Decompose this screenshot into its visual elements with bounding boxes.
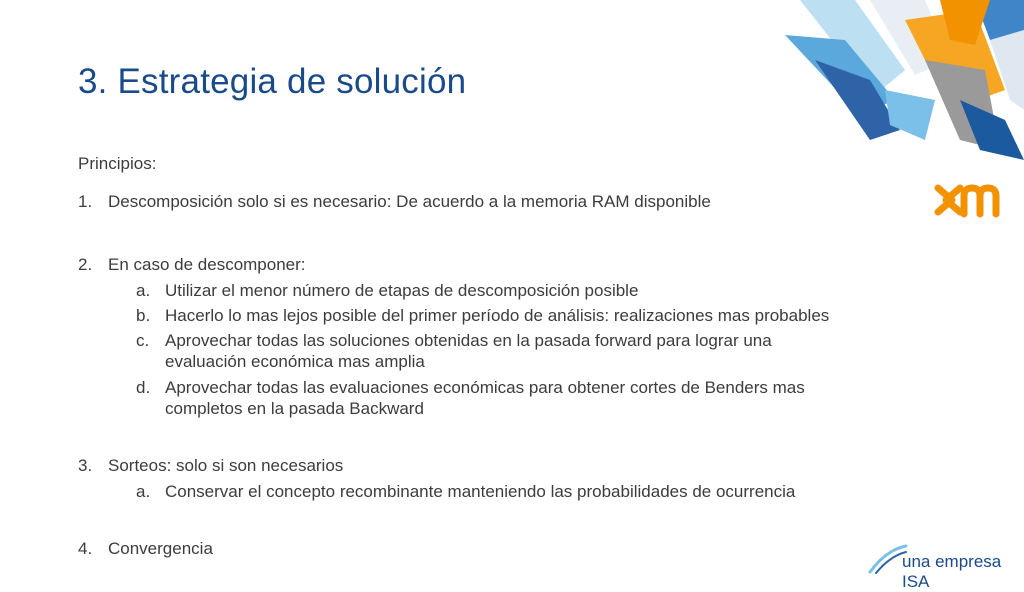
list-item (78, 191, 938, 212)
xm-logo (934, 176, 1002, 224)
list-item (78, 254, 938, 275)
slide-title: 3. Estrategia de solución (78, 62, 467, 101)
list-text: Convergencia (108, 539, 213, 558)
sub-text-block (165, 330, 772, 372)
sub-item (78, 280, 938, 301)
sub-text: Aprovechar todas las evaluaciones económicas para obtener cortes de Benders mas (165, 378, 805, 397)
sub-letter: b. (136, 306, 151, 325)
sub-text: Aprovechar todas las soluciones obtenidas en la pasada forward para lograr una (165, 331, 772, 350)
sub-text: Hacerlo lo mas lejos posible del primer período de análisis: realizaciones mas probables (165, 306, 830, 325)
sub-text-continued: completos en la pasada Backward (165, 399, 424, 418)
sub-item (78, 330, 938, 372)
sub-letter: c. (136, 331, 150, 350)
list-item (78, 455, 938, 476)
sub-letter: d. (136, 378, 151, 397)
sub-text: Conservar el concepto recombinante manteniendo las probabilidades de ocurrencia (165, 482, 796, 501)
sub-item (78, 377, 938, 419)
list-item (78, 538, 938, 559)
sub-text: Utilizar el menor número de etapas de descomposición posible (165, 281, 639, 300)
sub-text-continued: evaluación económica mas amplia (165, 352, 425, 371)
sub-letter: a. (136, 281, 151, 300)
list-number: 3. (78, 456, 93, 475)
footer-tagline: una empresa ISA (902, 552, 1002, 591)
sub-letter: a. (136, 482, 151, 501)
corner-decoration (775, 0, 1024, 160)
list-text: Descomposición solo si es necesario: De acuerdo a la memoria RAM disponible (108, 192, 711, 211)
sub-item (78, 481, 938, 502)
list-text: En caso de descomponer: (108, 255, 306, 274)
list-number: 4. (78, 539, 93, 558)
list-text: Sorteos: solo si son necesarios (108, 456, 344, 475)
sub-text-block (165, 377, 805, 419)
slide-body (78, 150, 938, 559)
list-number: 2. (78, 255, 93, 274)
sub-item (78, 305, 938, 326)
decorative-ribbons-icon (775, 0, 1024, 160)
list-number: 1. (78, 192, 93, 211)
intro-text: Principios: (78, 154, 157, 173)
xm-logo-icon (934, 176, 1002, 224)
